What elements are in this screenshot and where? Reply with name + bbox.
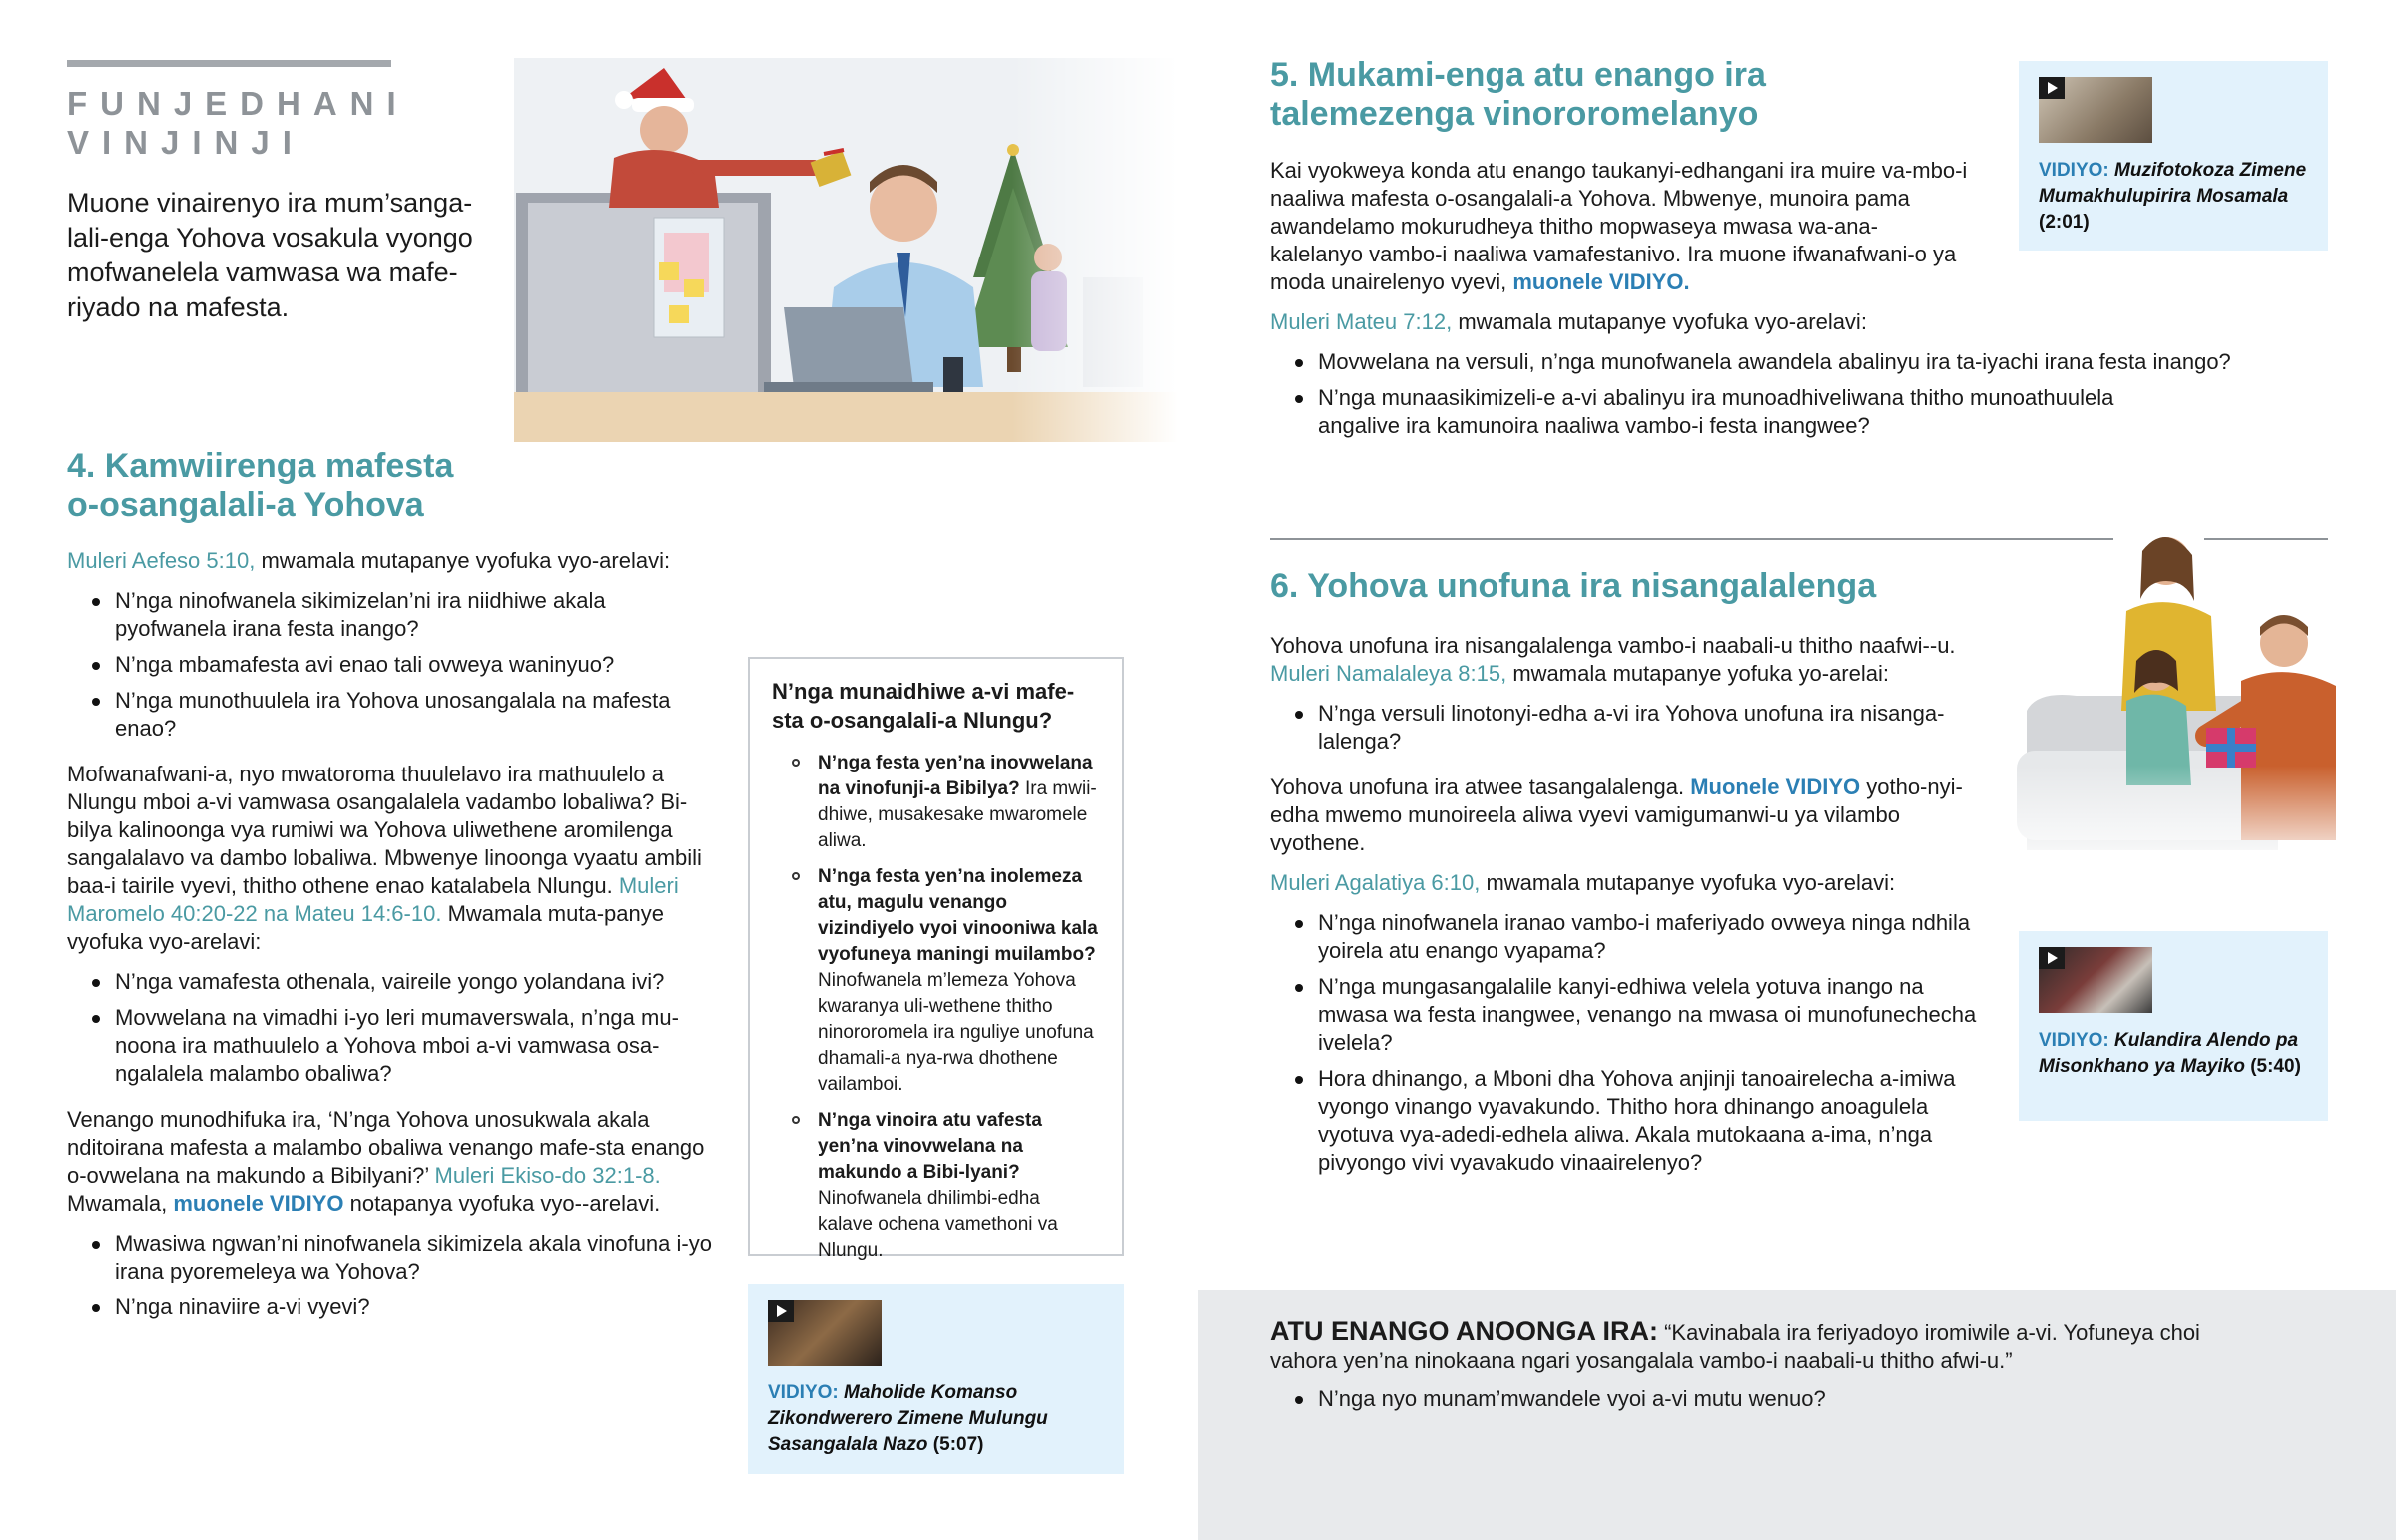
section4-questions-2 xyxy=(67,968,716,1088)
intro-heading-line2: VINJINJI xyxy=(67,124,304,161)
list-item: N’nga festa yen’na inolemeza atu, magulu venango vizindiyelo vyoi vinooniwa kala vyofuneya maningi muilambo? Ninofwanela m’lemeza Yohova kwaranya uli-wethene thitho ninororomela ira nguliye unofuna dhamali-a nya-rwa dhothene vailamboi. xyxy=(772,864,1100,1098)
list-item: N’nga ninofwanela iranao vambo-i maferiyado ovweya ninga ndhila yoirela atu enango vyapama? xyxy=(1270,909,1989,965)
others-say-questions xyxy=(1270,1385,2248,1413)
scripture-link-namalaleya[interactable]: Muleri Namalaleya 8:15, xyxy=(1270,661,1507,686)
video-thumbnail[interactable] xyxy=(2039,77,2152,143)
section4-title-line2: o-osangalali-a Yohova xyxy=(67,486,424,524)
section6-paragraph-2: Yohova unofuna ira atwee tasangalalenga. Muonele VIDIYO yotho-nyi-edha mwemo munoireela aliwa vyevi vamigumanwi-u ya vilambo vyothene. xyxy=(1270,774,1963,855)
scripture-link-aefeso[interactable]: Muleri Aefeso 5:10, xyxy=(67,548,256,573)
section4-title-line1: 4. Kamwiirenga mafesta xyxy=(67,447,454,485)
scripture-link-maromelo[interactable]: Muleri Maromelo 40:20-22 na Mateu 14:6-10. xyxy=(67,873,679,926)
others-say-quote: ATU ENANGO ANOONGA IRA: “Kavinabala ira feriyadoyo iromiwile a-vi. Yofuneya choi vahora yen’na ninokaana ngari yosangalala vambo-i naabali-u thitho afwi-u.” xyxy=(1270,1316,2200,1373)
section5-title-line1: 5. Mukami-enga atu enango ira xyxy=(1270,56,1766,94)
intro-heading xyxy=(67,84,409,162)
list-item: N’nga munaasikimizeli-e a-vi abalinyu ira munoadhiveliwana thitho munoathuulela angalive ira kamunoira naaliwa vambo-i festa inangwee? xyxy=(1270,384,2156,440)
intro-text: Muone vinairenyo ira mum’sanga-lali-enga Yohova vosakula vyongo mofwanelela vamwasa wa mafe-riyado na mafesta. xyxy=(67,188,473,322)
list-item: N’nga festa yen’na inovwelana na vinofunji-a Bibilya? Ira mwii-dhiwe, musakesake mwaromele aliwa. xyxy=(772,751,1100,854)
list-item: Hora dhinango, a Mboni dha Yohova anjinji tanoairelecha a-imiwa vyongo vinango vyavakundo. Thitho hora dhinango anoagulela vyotuva vya-adedi-edhela aliwa. Akala mutokaana a-ima, n’nga pivyongo vivi vyavakudo vinaairelenyo? xyxy=(1270,1065,1989,1177)
others-say-label: ATU ENANGO ANOONGA IRA: xyxy=(1270,1316,1658,1346)
section5-body xyxy=(1270,157,2288,448)
office-gift-illustration xyxy=(514,58,1178,442)
section4-questions-3 xyxy=(67,1230,716,1321)
list-item: N’nga mungasangalalile kanyi-edhiwa velela yotuva inango na mwasa wa festa inangwee, venango na mwasa oi munofunechecha ivelela? xyxy=(1270,973,1989,1057)
family-gift-illustration xyxy=(2017,521,2336,870)
watch-video-link[interactable]: muonele VIDIYO. xyxy=(1512,269,1690,294)
section5-paragraph-1: Kai vyokweya konda atu enango taukanyi-edhangani ira muire va-mbo-i naaliwa mafesta o-osangalali-a Yohova. Mbwenye, munoira pama awandelamo mokurudheya thitho mopwaseya mwasa wa-ana-kalelanyo vambo-i naaliwa vamafestanivo. Ira muone ifwanafwani-o ya moda unairelenyo vyevi, muonele VIDIYO. xyxy=(1270,158,1968,294)
video-caption: VIDIYO: Muzifotokoza Zimene Mumakhulupirira Mosamala (2:01) xyxy=(2039,160,2307,233)
list-item: N’nga ninofwanela sikimizelan’ni ira niidhiwe akala pyofwanela irana festa inango? xyxy=(67,587,716,643)
intro-rule xyxy=(67,60,391,67)
section4-lead: Muleri Aefeso 5:10, mwamala mutapanye vyofuka vyo-arelavi: xyxy=(67,548,671,573)
section6-questions-2 xyxy=(1270,909,1989,1177)
section6-lead: Muleri Agalatiya 6:10, mwamala mutapanye vyofuka vyo-arelavi: xyxy=(1270,870,1896,895)
section4-body xyxy=(67,547,716,1329)
scripture-link-agalatiya[interactable]: Muleri Agalatiya 6:10, xyxy=(1270,870,1481,895)
section6-body xyxy=(1270,632,1989,1185)
video-caption: VIDIYO: Kulandira Alendo pa Misonkhano ya Mayiko (5:40) xyxy=(2039,1030,2301,1077)
section6-title: 6. Yohova unofuna ira nisangalalenga xyxy=(1270,567,1877,605)
scripture-link-mateu[interactable]: Muleri Mateu 7:12, xyxy=(1270,309,1453,334)
section4-paragraph-3: Venango munodhifuka ira, ‘N’nga Yohova unosukwala akala nditoirana mafesta a malambo obaliwa venango mafe-sta enango o-ovwelana na makundo a Bibilyani?’ Muleri Ekiso-do 32:1-8. Mwamala, muonele VIDIYO notapanya vyofuka vyo--arelavi. xyxy=(67,1107,705,1216)
intro-heading-line1: FUNJEDHANI xyxy=(67,85,409,122)
video-thumbnail[interactable] xyxy=(768,1300,882,1366)
sidebox-list xyxy=(772,751,1100,1264)
section5-questions xyxy=(1270,348,2248,440)
video-card-maholide[interactable] xyxy=(748,1284,1124,1474)
list-item: N’nga versuli linotonyi-edha a-vi ira Yohova unofuna ira nisanga-lalenga? xyxy=(1270,700,1989,756)
festivals-sidebox xyxy=(748,657,1124,1261)
sidebox-title: N’nga munaidhiwe a-vi mafe-sta o-osangalali-a Nlungu? xyxy=(772,679,1075,733)
section4-title xyxy=(67,447,453,525)
scripture-link-ekisodo[interactable]: Muleri Ekiso-do 32:1-8. xyxy=(434,1163,661,1188)
video-caption: VIDIYO: Maholide Komanso Zikondwerero Zimene Mulungu Sasangalala Nazo (5:07) xyxy=(768,1382,1048,1455)
list-item: N’nga mbamafesta avi enao tali ovweya waninyuo? xyxy=(67,651,716,679)
list-item: N’nga nyo munam’mwandele vyoi a-vi mutu wenuo? xyxy=(1270,1385,2248,1413)
play-icon[interactable] xyxy=(2039,77,2065,99)
watch-video-link[interactable]: Muonele VIDIYO xyxy=(1690,774,1861,799)
section6-questions-1 xyxy=(1270,700,1989,756)
section-divider xyxy=(1270,538,2113,540)
section4-paragraph-2: Mofwanafwani-a, nyo mwatoroma thuulelavo ira mathuulelo a Nlungu mboi a-vi vamwasa osangalalela vadambo lobaliwa? Bi-bilya kalinoonga vya rumiwi wa Yohova uliwethene aromilenga sangalalavo va dambo lobaliwa. Mbwenye linoonga vyaatu ambili baa-i tairile vyevi, thitho othene enao katalabela Nlungu. Muleri Maromelo 40:20-22 na Mateu 14:6-10. Mwamala muta-panye vyofuka vyo-arelavi: xyxy=(67,762,702,954)
video-card-kulandira[interactable] xyxy=(2019,931,2328,1121)
section5-lead: Muleri Mateu 7:12, mwamala mutapanye vyofuka vyo-arelavi: xyxy=(1270,309,1867,334)
list-item: N’nga vinoira atu vafesta yen’na vinovwelana na makundo a Bibi-lyani? Ninofwanela dhilimbi-edha kalave ochena vamethoni va Nlungu. xyxy=(772,1108,1100,1264)
list-item: N’nga vamafesta othenala, vaireile yongo yolandana ivi? xyxy=(67,968,716,996)
play-icon[interactable] xyxy=(768,1300,794,1322)
section5-title xyxy=(1270,56,1766,134)
list-item: Movwelana na versuli, n’nga munofwanela awandela abalinyu ira ta-iyachi irana festa inango? xyxy=(1270,348,2248,376)
list-item: Mwasiwa ngwan’ni ninofwanela sikimizela akala vinofuna i-yo irana pyoremeleya wa Yohova? xyxy=(67,1230,716,1285)
section5-title-line2: talemezenga vinororomelanyo xyxy=(1270,95,1759,133)
list-item: N’nga ninaviire a-vi vyevi? xyxy=(67,1293,716,1321)
play-icon[interactable] xyxy=(2039,947,2065,969)
others-say-content xyxy=(1270,1317,2248,1421)
video-thumbnail[interactable] xyxy=(2039,947,2152,1013)
watch-video-link[interactable]: muonele VIDIYO xyxy=(173,1191,344,1216)
section6-paragraph-1: Yohova unofuna ira nisangalalenga vambo-i naabali-u thitho naafwi--u. Muleri Namalaleya 8:15, mwamala mutapanye yofuka yo-arelai: xyxy=(1270,633,1956,686)
list-item: N’nga munothuulela ira Yohova unosangalala na mafesta enao? xyxy=(67,687,716,743)
list-item: Movwelana na vimadhi i-yo leri mumaverswala, n’nga mu-noona ira mathuulelo a Yohova mboi a-vi vamwasa osa-ngalalela malambo obaliwa? xyxy=(67,1004,716,1088)
section4-questions-1 xyxy=(67,587,716,743)
